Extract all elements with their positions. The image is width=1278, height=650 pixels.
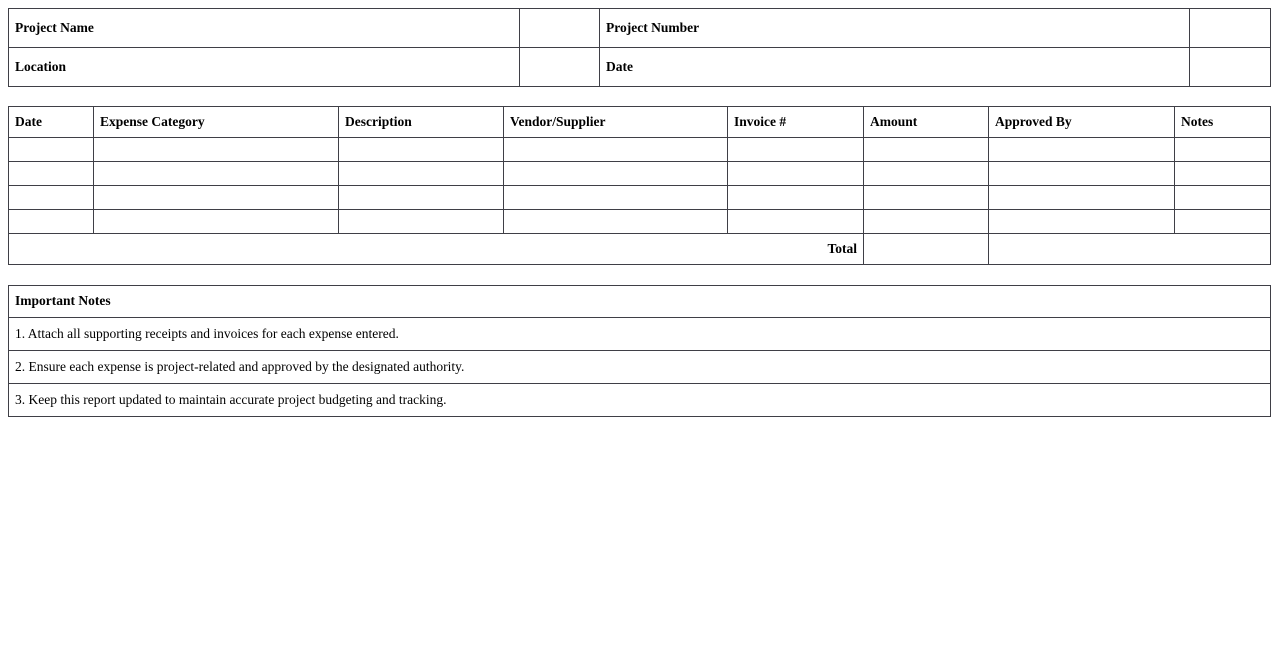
date-label: Date bbox=[600, 48, 1190, 87]
table-row bbox=[9, 210, 1271, 234]
location-label: Location bbox=[9, 48, 520, 87]
table-row bbox=[9, 186, 1271, 210]
table-row bbox=[9, 48, 1271, 87]
cell-invoice-number[interactable] bbox=[728, 186, 864, 210]
column-header-amount: Amount bbox=[864, 107, 989, 138]
cell-notes[interactable] bbox=[1175, 138, 1271, 162]
date-value[interactable] bbox=[1190, 48, 1271, 87]
list-item bbox=[9, 384, 1271, 417]
cell-date[interactable] bbox=[9, 138, 94, 162]
table-row bbox=[9, 9, 1271, 48]
list-item bbox=[9, 351, 1271, 384]
column-header-description: Description bbox=[339, 107, 504, 138]
table-row bbox=[9, 138, 1271, 162]
cell-amount[interactable] bbox=[864, 138, 989, 162]
cell-description[interactable] bbox=[339, 138, 504, 162]
cell-date[interactable] bbox=[9, 162, 94, 186]
cell-amount[interactable] bbox=[864, 162, 989, 186]
cell-approved-by[interactable] bbox=[989, 162, 1175, 186]
cell-expense-category[interactable] bbox=[94, 162, 339, 186]
important-notes-table bbox=[8, 285, 1271, 417]
cell-invoice-number[interactable] bbox=[728, 210, 864, 234]
section-spacer bbox=[8, 87, 1270, 106]
location-value[interactable] bbox=[520, 48, 600, 87]
project-number-label: Project Number bbox=[600, 9, 1190, 48]
column-header-vendor-supplier: Vendor/Supplier bbox=[504, 107, 728, 138]
note-item-1: 1. Attach all supporting receipts and invoices for each expense entered. bbox=[9, 318, 1271, 351]
total-amount-value[interactable] bbox=[864, 234, 989, 265]
cell-description[interactable] bbox=[339, 162, 504, 186]
cell-amount[interactable] bbox=[864, 186, 989, 210]
cell-approved-by[interactable] bbox=[989, 210, 1175, 234]
project-number-value[interactable] bbox=[1190, 9, 1271, 48]
cell-vendor-supplier[interactable] bbox=[504, 138, 728, 162]
project-info-table bbox=[8, 8, 1271, 87]
cell-approved-by[interactable] bbox=[989, 186, 1175, 210]
expense-table bbox=[8, 106, 1271, 265]
cell-vendor-supplier[interactable] bbox=[504, 162, 728, 186]
total-notes-value[interactable] bbox=[989, 234, 1271, 265]
cell-date[interactable] bbox=[9, 210, 94, 234]
cell-description[interactable] bbox=[339, 210, 504, 234]
cell-vendor-supplier[interactable] bbox=[504, 186, 728, 210]
cell-notes[interactable] bbox=[1175, 186, 1271, 210]
table-row bbox=[9, 162, 1271, 186]
project-name-value[interactable] bbox=[520, 9, 600, 48]
cell-approved-by[interactable] bbox=[989, 138, 1175, 162]
notes-title-row bbox=[9, 286, 1271, 318]
cell-vendor-supplier[interactable] bbox=[504, 210, 728, 234]
cell-expense-category[interactable] bbox=[94, 210, 339, 234]
section-spacer bbox=[8, 265, 1270, 285]
cell-invoice-number[interactable] bbox=[728, 162, 864, 186]
total-label: Total bbox=[9, 234, 864, 265]
cell-date[interactable] bbox=[9, 186, 94, 210]
table-header-row bbox=[9, 107, 1271, 138]
important-notes-title: Important Notes bbox=[9, 286, 1271, 318]
column-header-notes: Notes bbox=[1175, 107, 1271, 138]
note-item-2: 2. Ensure each expense is project-related and approved by the designated authority. bbox=[9, 351, 1271, 384]
column-header-approved-by: Approved By bbox=[989, 107, 1175, 138]
column-header-expense-category: Expense Category bbox=[94, 107, 339, 138]
cell-invoice-number[interactable] bbox=[728, 138, 864, 162]
cell-notes[interactable] bbox=[1175, 162, 1271, 186]
cell-description[interactable] bbox=[339, 186, 504, 210]
note-item-3: 3. Keep this report updated to maintain accurate project budgeting and tracking. bbox=[9, 384, 1271, 417]
list-item bbox=[9, 318, 1271, 351]
column-header-date: Date bbox=[9, 107, 94, 138]
column-header-invoice-number: Invoice # bbox=[728, 107, 864, 138]
cell-expense-category[interactable] bbox=[94, 186, 339, 210]
cell-notes[interactable] bbox=[1175, 210, 1271, 234]
cell-expense-category[interactable] bbox=[94, 138, 339, 162]
cell-amount[interactable] bbox=[864, 210, 989, 234]
total-row bbox=[9, 234, 1271, 265]
project-name-label: Project Name bbox=[9, 9, 520, 48]
